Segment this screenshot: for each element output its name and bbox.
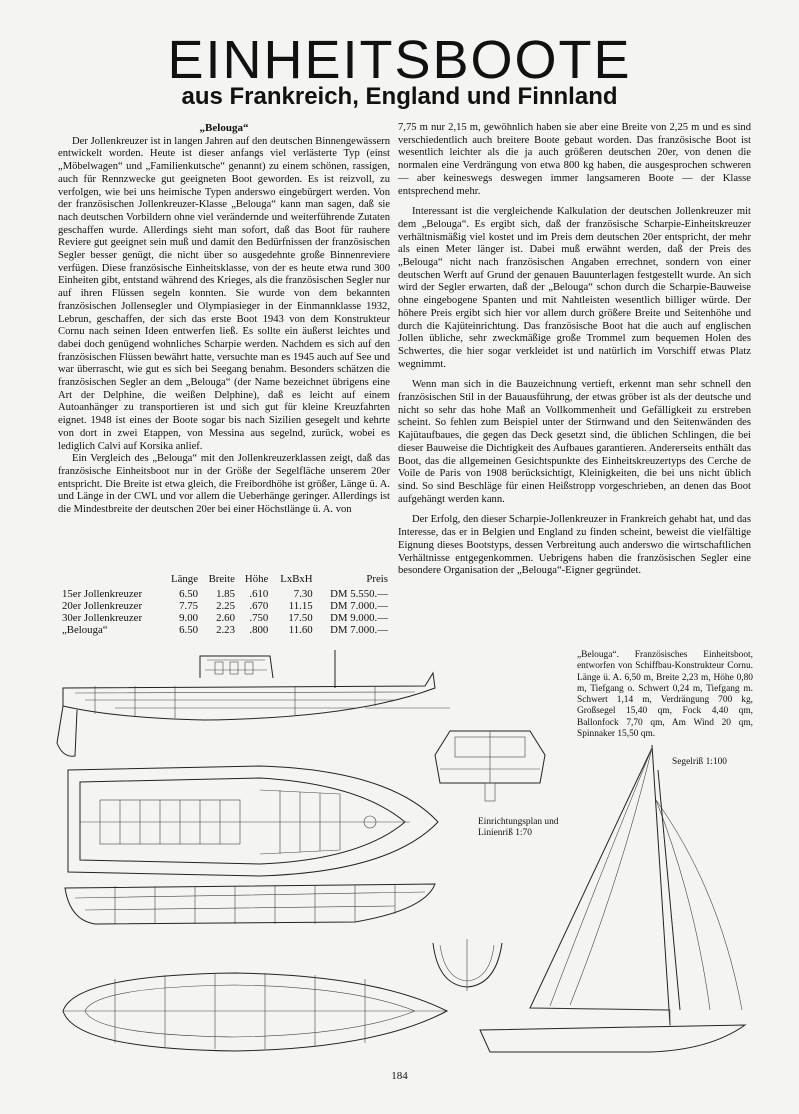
article-column-left (58, 122, 390, 517)
table-row (60, 624, 390, 636)
section-heading: „Belouga“ (199, 122, 249, 134)
table-cell: 30er Jollenkreuzer (62, 612, 143, 624)
table-cell: .750 (249, 612, 269, 624)
table-cell: 11.60 (288, 624, 313, 636)
sail-plan-drawing (470, 740, 755, 1065)
table-cell: 2.60 (216, 612, 235, 624)
table-header: Höhe (244, 573, 269, 585)
table-row (60, 588, 390, 600)
page-title: EINHEITSBOOTE (167, 30, 632, 90)
table-cell: DM 9.000.— (330, 612, 388, 624)
table-header: Preis (366, 573, 388, 585)
waterlines-drawing (55, 965, 455, 1060)
layout-plan-label: Einrichtungsplan und Linienriß 1:70 (478, 817, 559, 839)
table-cell: 6.50 (179, 588, 198, 600)
table-cell: 7.30 (293, 588, 313, 600)
paragraph: Der Erfolg, den dieser Scharpie-Jollenkreuzer in Frankreich gehabt hat, und das Interesse, das er in Belgien und England zu finden scheint, beweist die vielfältige Eignung dieses Bootstyps, dessen Verbreitung auch anderswo die wirtschaftlichen Verhältnisse entgegenkommen. Uebrigens haben die französischen Segler eine besondere Organisation der „Belouga“-Eigner gegründet. (398, 514, 751, 577)
comparison-table (60, 573, 390, 636)
table-header: Länge (171, 573, 198, 585)
article-column-right (398, 122, 751, 578)
table-header (60, 573, 162, 588)
table-cell: 2.23 (216, 624, 235, 636)
table-cell: 20er Jollenkreuzer (62, 600, 143, 612)
table-cell: .670 (249, 600, 269, 612)
table-cell: 15er Jollenkreuzer (62, 588, 143, 600)
paragraph: Wenn man sich in die Bauzeichnung vertieft, erkennt man sehr schnell den französischen Stil in der Bauausführung, der etwas gröber ist als der deutsche und nicht so sehr das hohe Maß an Vollkommenheit und Gefälligkeit zu erstreben scheint. So fehlen zum Beispiel unter der Stirnwand und den Seitenwänden des Kajütaufbaues, die gegen das Deck gesetzt sind, die üblichen Schlingen, die bei dieser Bauweise die Dichtigkeit des Aufbaues garantieren. Andererseits enthält das Boot, das die allgemeinen Gesichtspunkte des Einheitskreuzertyps des Cerche de Voile de Paris von 1908 berücksichtigt, Kleinigkeiten, die bei uns nicht üblich sind. So sind Beschläge für einen Heißstropp vorgeschrieben, an denen das Boot aufgehängt werden kann. (398, 379, 751, 505)
hull-lines-drawing (55, 880, 445, 940)
table-row (60, 600, 390, 612)
table-row (60, 612, 390, 624)
paragraph: 7,75 m nur 2,15 m, gewöhnlich haben sie aber eine Breite von 2,25 m und es sind verschiedentlich auch breitere Boote gebaut worden. Das französische Boot ist wesentlich leichter als die ja auch größeren deutschen 20er, von denen die normalen eine Verdrängung von etwa 800 kg haben, die ausgesprochen schweren — aber keineswegs deswegen immer langsameren Boote — der Klasse entsprechend mehr. (398, 122, 751, 197)
paragraph: Interessant ist die vergleichende Kalkulation der deutschen Jollenkreuzer mit dem „Belouga“. Es ergibt sich, daß der französische Scharpie-Einheitskreuzer verhältnismäßig viel kostet und im Preis dem deutschen 20er entspricht, der mehr als einen Meter länger ist. Dabei muß erwähnt werden, daß der Preis des „Belouga“ nicht nach französischen Angaben errechnet, sondern von einer deutschen Werft auf Grund der genauen Bauunterlagen festgestellt wurde. An sich wird der Segler erwarten, daß der „Belouga“ schon durch die Scharpie-Bauweise ohne eingebogene Spanten und mit Nahtleisten wesentlich billiger würde. Der höhere Preis ergibt sich hier vor allem durch größere Breite und Seitenhöhe und durch die Kajüteinrichtung. Das französische Boot hat die auch auf englischen Jollen übliche, sehr zweckmäßige große Trommel zum bequemen Holen des Schwertes, die hier sogar verkleidet ist und natürlich im Vorschiff etwas Platz wegnimmt. (398, 206, 751, 370)
page-subtitle: aus Frankreich, England und Finnland (181, 83, 618, 110)
paragraph: Der Jollenkreuzer ist in langen Jahren auf den deutschen Binnengewässern entwickelt worden. Heute ist dieser anfangs viel verlästerte Typ (einst „Möbelwagen“ und „Familienkutsche“ genannt) zu einem schönen, rassigen, auch für Rennzwecke gut geeigneten Boot geworden. Es ist reizvoll, zu verfolgen, wie bei uns heimische Typen anderswo eingebürgert werden. Von der französischen Jollenkreuzer-Klasse „Belouga“ kann man sagen, daß sie nach deutschen Vorbildern ohne viel verändernde und weiterführende Zutaten geschaffen wurde. Allerdings sieht man sofort, daß das Boot für rauhere Reviere gut geeignet sein muß und damit den Bedürfnissen der französischen Segler besser genügt, die nicht über so ausgedehnte große Binnenreviere verfügen. Diese französische Einheitsklasse, von der es heute etwa rund 300 Einheiten gibt, entstand während des Krieges, als die französischen Segler nur auf ihren Flüssen segeln konnten. Sie wurde von dem bekannten französischen Jollensegler und Olympiasieger in der Einmannklasse 1932, Lebrun, geschaffen, der sich das erste Boot 1943 von dem Konstrukteur Cornu nach seinen Ideen entwerfen ließ. Es sollte ein äußerst leichtes und dabei doch genügend wohnliches Scharpie werden. Nachdem es sich auf den französischen Flüssen bewährt hatte, versuchte man es 1945 auch auf See und war überrascht, wie gut es sich bei Seegang benahm. Besonders schätzen die französischen Segler an dem „Belouga“ (der Name bezeichnet übrigens eine Art der Delphine, die weißen Delphine), daß es leicht auf einem Autoanhänger zu transportieren ist und sich gut für kleine Kreuzfahrten eignet. 1948 ist eines der Boote sogar bis nach Sizilien gesegelt und kehrte von dort in zwei Etappen, von Messina aus segelnd, zurück, wobei es lediglich Calvi auf Korsika anlief. (58, 135, 390, 452)
table-cell: 17.50 (288, 612, 313, 624)
table-header: LxBxH (280, 573, 313, 585)
table-header: Breite (208, 573, 235, 585)
table-cell: „Belouga“ (62, 624, 108, 636)
table-cell: 9.00 (179, 612, 198, 624)
table-cell: 11.15 (288, 600, 313, 612)
boat-profile-drawing (55, 648, 450, 763)
table-cell: .610 (249, 588, 269, 600)
figure-caption: „Belouga“. Französisches Einheitsboot, entworfen von Schiffbau-Konstrukteur Cornu. Länge ü. A. 6,50 m, Breite 2,23 m, Höhe 0,80 m, Tiefgang o. Schwert 0,24 m, Tiefgang m. Schwert 1,14 m, Verdrängung 700 kg, Großsegel 15,40 qm, Fock 4,40 qm, Ballonfock 7,70 qm, Am Wind 20 qm, Spinnaker 15,50 qm. (577, 650, 753, 740)
table-cell: 7.75 (179, 600, 198, 612)
table-cell: DM 7.000.— (330, 624, 388, 636)
sail-plan-label: Segelriß 1:100 (672, 757, 727, 767)
table-cell: DM 5.550.— (330, 588, 388, 600)
table-cell: DM 7.000.— (330, 600, 388, 612)
paragraph: Ein Vergleich des „Belouga“ mit den Jollenkreuzerklassen zeigt, daß das französische Einheitsboot nur in der Größe der Segelfläche unserem 20er entspricht. Die Breite ist etwa gleich, die Freibordhöhe ist größer, Länge ü. A. und Länge in der CWL und vor allem die Ueberhänge geringer. Allerdings ist die Mindestbreite der deutschen 20er bei einer Höchstlänge ü. A. von (58, 453, 390, 516)
page-number: 184 (391, 1070, 408, 1082)
table-cell: 2.25 (216, 600, 235, 612)
table-cell: 1.85 (216, 588, 235, 600)
table-cell: 6.50 (179, 624, 198, 636)
deck-plan-drawing (60, 760, 445, 878)
table-header-row (60, 573, 390, 588)
table-cell: .800 (249, 624, 269, 636)
